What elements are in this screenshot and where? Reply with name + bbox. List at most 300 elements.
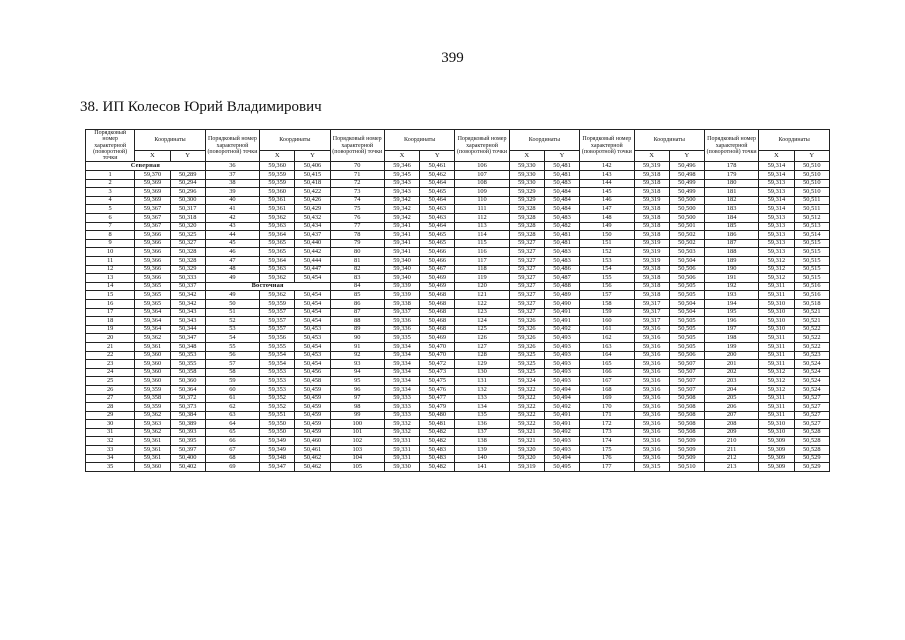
table-row bbox=[86, 179, 830, 188]
point-number-cell: 187 bbox=[704, 239, 758, 248]
x-cell: 59,311 bbox=[759, 291, 794, 300]
section-label: Восточная bbox=[205, 282, 330, 291]
y-cell: 50,473 bbox=[420, 368, 455, 377]
point-number-cell: 95 bbox=[330, 377, 384, 386]
x-cell: 59,367 bbox=[135, 205, 170, 214]
point-number-header: Порядковый номер характерной (поворотной) точки bbox=[455, 130, 509, 162]
y-cell: 50,508 bbox=[669, 428, 704, 437]
y-cell: 50,343 bbox=[170, 308, 205, 317]
point-number-cell: 73 bbox=[330, 188, 384, 197]
coordinates-header: Координаты bbox=[384, 130, 454, 151]
point-number-cell: 87 bbox=[330, 308, 384, 317]
y-cell: 50,482 bbox=[420, 437, 455, 446]
point-number-cell: 69 bbox=[205, 463, 259, 472]
x-cell: 59,313 bbox=[759, 248, 794, 257]
x-cell: 59,312 bbox=[759, 385, 794, 394]
y-cell: 50,325 bbox=[170, 231, 205, 240]
x-cell: 59,312 bbox=[759, 257, 794, 266]
point-number-cell: 21 bbox=[86, 342, 135, 351]
x-cell: 59,318 bbox=[634, 179, 669, 188]
point-number-cell: 199 bbox=[704, 342, 758, 351]
y-cell: 50,406 bbox=[295, 162, 330, 171]
x-cell: 59,312 bbox=[759, 368, 794, 377]
x-cell: 59,365 bbox=[260, 248, 295, 257]
y-cell: 50,499 bbox=[669, 188, 704, 197]
point-number-cell: 97 bbox=[330, 394, 384, 403]
y-header: Y bbox=[420, 150, 455, 162]
point-number-cell: 52 bbox=[205, 317, 259, 326]
y-cell: 50,492 bbox=[544, 325, 579, 334]
y-cell: 50,518 bbox=[794, 299, 829, 308]
y-cell: 50,480 bbox=[420, 411, 455, 420]
point-number-cell: 208 bbox=[704, 420, 758, 429]
point-number-cell: 31 bbox=[86, 428, 135, 437]
x-cell: 59,367 bbox=[135, 214, 170, 223]
x-cell: 59,322 bbox=[509, 420, 544, 429]
x-cell: 59,360 bbox=[260, 162, 295, 171]
y-cell: 50,475 bbox=[420, 377, 455, 386]
point-number-cell: 196 bbox=[704, 317, 758, 326]
point-number-cell: 90 bbox=[330, 334, 384, 343]
point-number-cell: 83 bbox=[330, 274, 384, 283]
point-number-cell: 53 bbox=[205, 325, 259, 334]
x-cell: 59,310 bbox=[759, 325, 794, 334]
table-row bbox=[86, 454, 830, 463]
point-number-cell: 117 bbox=[455, 257, 509, 266]
point-number-cell: 74 bbox=[330, 196, 384, 205]
point-number-cell: 57 bbox=[205, 360, 259, 369]
x-cell: 59,334 bbox=[384, 360, 419, 369]
x-cell: 59,319 bbox=[634, 162, 669, 171]
y-cell: 50,508 bbox=[669, 394, 704, 403]
y-cell: 50,513 bbox=[794, 222, 829, 231]
point-number-cell: 98 bbox=[330, 403, 384, 412]
point-number-cell: 65 bbox=[205, 428, 259, 437]
x-cell: 59,364 bbox=[135, 317, 170, 326]
point-number-cell: 56 bbox=[205, 351, 259, 360]
point-number-cell: 192 bbox=[704, 282, 758, 291]
y-cell: 50,508 bbox=[669, 411, 704, 420]
x-cell: 59,366 bbox=[135, 257, 170, 266]
y-cell: 50,482 bbox=[420, 463, 455, 472]
y-cell: 50,426 bbox=[295, 196, 330, 205]
y-cell: 50,506 bbox=[669, 351, 704, 360]
y-header: Y bbox=[544, 150, 579, 162]
x-cell: 59,359 bbox=[135, 385, 170, 394]
y-cell: 50,468 bbox=[420, 291, 455, 300]
x-cell: 59,309 bbox=[759, 437, 794, 446]
y-cell: 50,343 bbox=[170, 317, 205, 326]
x-cell: 59,311 bbox=[759, 351, 794, 360]
point-number-cell: 10 bbox=[86, 248, 135, 257]
x-cell: 59,362 bbox=[135, 428, 170, 437]
point-number-cell: 176 bbox=[580, 454, 634, 463]
point-number-cell: 179 bbox=[704, 171, 758, 180]
table-row bbox=[86, 385, 830, 394]
x-cell: 59,309 bbox=[759, 463, 794, 472]
x-cell: 59,354 bbox=[260, 360, 295, 369]
y-cell: 50,506 bbox=[669, 265, 704, 274]
coordinates-header: Координаты bbox=[509, 130, 579, 151]
point-number-cell: 184 bbox=[704, 214, 758, 223]
y-cell: 50,468 bbox=[420, 299, 455, 308]
y-cell: 50,528 bbox=[794, 446, 829, 455]
x-cell: 59,317 bbox=[634, 308, 669, 317]
x-cell: 59,327 bbox=[509, 299, 544, 308]
x-cell: 59,360 bbox=[135, 463, 170, 472]
y-cell: 50,493 bbox=[544, 368, 579, 377]
y-cell: 50,528 bbox=[794, 437, 829, 446]
x-cell: 59,342 bbox=[384, 205, 419, 214]
y-cell: 50,469 bbox=[420, 274, 455, 283]
y-cell: 50,512 bbox=[794, 214, 829, 223]
y-cell: 50,498 bbox=[669, 171, 704, 180]
y-cell: 50,418 bbox=[295, 179, 330, 188]
x-header: X bbox=[384, 150, 419, 162]
y-cell: 50,493 bbox=[544, 377, 579, 386]
y-cell: 50,507 bbox=[669, 385, 704, 394]
y-cell: 50,516 bbox=[794, 291, 829, 300]
y-cell: 50,494 bbox=[544, 385, 579, 394]
y-cell: 50,468 bbox=[420, 308, 455, 317]
x-cell: 59,364 bbox=[260, 257, 295, 266]
point-number-cell: 149 bbox=[580, 222, 634, 231]
point-number-cell: 175 bbox=[580, 446, 634, 455]
x-cell: 59,366 bbox=[135, 231, 170, 240]
point-number-cell: 202 bbox=[704, 368, 758, 377]
point-number-header: Порядковый номер характерной (поворотной) точки bbox=[86, 130, 135, 162]
point-number-cell: 22 bbox=[86, 351, 135, 360]
y-cell: 50,481 bbox=[544, 231, 579, 240]
point-number-cell: 121 bbox=[455, 291, 509, 300]
table-row bbox=[86, 463, 830, 472]
y-cell: 50,347 bbox=[170, 334, 205, 343]
y-cell: 50,483 bbox=[544, 214, 579, 223]
y-cell: 50,294 bbox=[170, 179, 205, 188]
point-number-cell: 54 bbox=[205, 334, 259, 343]
y-cell: 50,300 bbox=[170, 196, 205, 205]
x-cell: 59,361 bbox=[260, 205, 295, 214]
x-cell: 59,333 bbox=[384, 411, 419, 420]
point-number-cell: 79 bbox=[330, 239, 384, 248]
y-header: Y bbox=[295, 150, 330, 162]
point-number-cell: 204 bbox=[704, 385, 758, 394]
y-cell: 50,337 bbox=[170, 282, 205, 291]
y-cell: 50,469 bbox=[420, 334, 455, 343]
point-number-cell: 164 bbox=[580, 351, 634, 360]
point-number-cell: 108 bbox=[455, 179, 509, 188]
y-cell: 50,466 bbox=[420, 257, 455, 266]
point-number-cell: 182 bbox=[704, 196, 758, 205]
table-row bbox=[86, 368, 830, 377]
table-row bbox=[86, 171, 830, 180]
point-number-cell: 189 bbox=[704, 257, 758, 266]
y-cell: 50,395 bbox=[170, 437, 205, 446]
y-cell: 50,440 bbox=[295, 239, 330, 248]
point-number-cell: 46 bbox=[205, 248, 259, 257]
y-cell: 50,373 bbox=[170, 403, 205, 412]
section-label: Северная bbox=[86, 162, 206, 171]
x-cell: 59,370 bbox=[135, 171, 170, 180]
x-cell: 59,318 bbox=[634, 282, 669, 291]
y-cell: 50,508 bbox=[669, 420, 704, 429]
point-number-cell: 104 bbox=[330, 454, 384, 463]
x-cell: 59,362 bbox=[260, 274, 295, 283]
x-cell: 59,326 bbox=[509, 317, 544, 326]
point-number-cell: 102 bbox=[330, 437, 384, 446]
x-cell: 59,340 bbox=[384, 274, 419, 283]
y-cell: 50,524 bbox=[794, 368, 829, 377]
y-cell: 50,320 bbox=[170, 222, 205, 231]
x-cell: 59,326 bbox=[509, 342, 544, 351]
point-number-cell: 109 bbox=[455, 188, 509, 197]
x-cell: 59,360 bbox=[135, 351, 170, 360]
point-number-header: Порядковый номер характерной (поворотной) точки bbox=[205, 130, 259, 162]
x-cell: 59,317 bbox=[634, 299, 669, 308]
x-cell: 59,341 bbox=[384, 248, 419, 257]
y-cell: 50,465 bbox=[420, 231, 455, 240]
x-cell: 59,369 bbox=[135, 196, 170, 205]
x-cell: 59,331 bbox=[384, 454, 419, 463]
x-cell: 59,316 bbox=[634, 385, 669, 394]
x-cell: 59,365 bbox=[260, 239, 295, 248]
point-number-cell: 172 bbox=[580, 420, 634, 429]
point-number-cell: 19 bbox=[86, 325, 135, 334]
y-cell: 50,529 bbox=[794, 463, 829, 472]
x-cell: 59,334 bbox=[384, 385, 419, 394]
point-number-cell: 82 bbox=[330, 265, 384, 274]
point-number-cell: 29 bbox=[86, 411, 135, 420]
y-cell: 50,454 bbox=[295, 308, 330, 317]
x-cell: 59,359 bbox=[135, 403, 170, 412]
point-number-cell: 201 bbox=[704, 360, 758, 369]
x-cell: 59,311 bbox=[759, 394, 794, 403]
y-cell: 50,453 bbox=[295, 334, 330, 343]
y-cell: 50,454 bbox=[295, 274, 330, 283]
point-number-cell: 194 bbox=[704, 299, 758, 308]
x-cell: 59,360 bbox=[135, 360, 170, 369]
y-cell: 50,318 bbox=[170, 214, 205, 223]
x-cell: 59,340 bbox=[384, 257, 419, 266]
table-row bbox=[86, 222, 830, 231]
point-number-cell: 63 bbox=[205, 411, 259, 420]
y-cell: 50,348 bbox=[170, 342, 205, 351]
x-cell: 59,342 bbox=[384, 196, 419, 205]
y-cell: 50,462 bbox=[295, 454, 330, 463]
point-number-cell: 96 bbox=[330, 385, 384, 394]
x-cell: 59,334 bbox=[384, 368, 419, 377]
y-cell: 50,372 bbox=[170, 394, 205, 403]
y-cell: 50,460 bbox=[295, 437, 330, 446]
x-cell: 59,319 bbox=[634, 257, 669, 266]
y-cell: 50,462 bbox=[295, 463, 330, 472]
y-cell: 50,508 bbox=[669, 403, 704, 412]
y-cell: 50,524 bbox=[794, 385, 829, 394]
x-cell: 59,313 bbox=[759, 179, 794, 188]
y-cell: 50,493 bbox=[544, 360, 579, 369]
point-number-cell: 103 bbox=[330, 446, 384, 455]
y-cell: 50,393 bbox=[170, 428, 205, 437]
x-cell: 59,312 bbox=[759, 377, 794, 386]
x-cell: 59,314 bbox=[759, 205, 794, 214]
x-cell: 59,311 bbox=[759, 411, 794, 420]
point-number-cell: 122 bbox=[455, 299, 509, 308]
point-number-cell: 161 bbox=[580, 325, 634, 334]
point-number-cell: 131 bbox=[455, 377, 509, 386]
point-number-cell: 144 bbox=[580, 179, 634, 188]
point-number-cell: 200 bbox=[704, 351, 758, 360]
y-cell: 50,481 bbox=[544, 239, 579, 248]
point-number-cell: 152 bbox=[580, 248, 634, 257]
y-cell: 50,488 bbox=[544, 282, 579, 291]
x-cell: 59,325 bbox=[509, 368, 544, 377]
y-cell: 50,464 bbox=[420, 196, 455, 205]
table-row bbox=[86, 437, 830, 446]
y-cell: 50,515 bbox=[794, 257, 829, 266]
point-number-cell: 44 bbox=[205, 231, 259, 240]
y-cell: 50,447 bbox=[295, 265, 330, 274]
y-cell: 50,510 bbox=[794, 179, 829, 188]
table-row bbox=[86, 342, 830, 351]
point-number-cell: 120 bbox=[455, 282, 509, 291]
y-cell: 50,507 bbox=[669, 368, 704, 377]
y-cell: 50,500 bbox=[669, 205, 704, 214]
y-cell: 50,402 bbox=[170, 463, 205, 472]
x-cell: 59,349 bbox=[260, 446, 295, 455]
point-number-cell: 13 bbox=[86, 274, 135, 283]
point-number-cell: 99 bbox=[330, 411, 384, 420]
table-row bbox=[86, 360, 830, 369]
y-cell: 50,493 bbox=[544, 334, 579, 343]
x-cell: 59,327 bbox=[509, 239, 544, 248]
x-cell: 59,322 bbox=[509, 394, 544, 403]
y-cell: 50,459 bbox=[295, 428, 330, 437]
y-cell: 50,491 bbox=[544, 317, 579, 326]
point-number-cell: 5 bbox=[86, 205, 135, 214]
y-cell: 50,453 bbox=[295, 325, 330, 334]
point-number-cell: 62 bbox=[205, 403, 259, 412]
point-number-cell: 40 bbox=[205, 196, 259, 205]
y-header: Y bbox=[669, 150, 704, 162]
x-cell: 59,362 bbox=[260, 291, 295, 300]
y-cell: 50,524 bbox=[794, 377, 829, 386]
y-cell: 50,432 bbox=[295, 214, 330, 223]
x-cell: 59,361 bbox=[135, 342, 170, 351]
y-cell: 50,494 bbox=[544, 394, 579, 403]
y-cell: 50,522 bbox=[794, 325, 829, 334]
y-cell: 50,493 bbox=[544, 446, 579, 455]
y-cell: 50,487 bbox=[544, 274, 579, 283]
y-cell: 50,459 bbox=[295, 394, 330, 403]
point-number-cell: 163 bbox=[580, 342, 634, 351]
x-cell: 59,336 bbox=[384, 317, 419, 326]
point-number-cell: 58 bbox=[205, 368, 259, 377]
x-cell: 59,359 bbox=[260, 179, 295, 188]
table-row bbox=[86, 239, 830, 248]
x-cell: 59,318 bbox=[634, 265, 669, 274]
point-number-cell: 138 bbox=[455, 437, 509, 446]
x-cell: 59,341 bbox=[384, 222, 419, 231]
point-number-cell: 159 bbox=[580, 308, 634, 317]
x-cell: 59,318 bbox=[634, 171, 669, 180]
x-cell: 59,346 bbox=[384, 162, 419, 171]
x-cell: 59,332 bbox=[384, 420, 419, 429]
x-header: X bbox=[634, 150, 669, 162]
point-number-cell: 188 bbox=[704, 248, 758, 257]
x-cell: 59,321 bbox=[509, 428, 544, 437]
y-cell: 50,454 bbox=[295, 291, 330, 300]
point-number-cell: 154 bbox=[580, 265, 634, 274]
table-row bbox=[86, 446, 830, 455]
y-cell: 50,504 bbox=[669, 308, 704, 317]
x-cell: 59,340 bbox=[384, 265, 419, 274]
x-cell: 59,354 bbox=[260, 351, 295, 360]
x-cell: 59,326 bbox=[509, 325, 544, 334]
table-row bbox=[86, 420, 830, 429]
point-number-cell: 178 bbox=[704, 162, 758, 171]
table-row bbox=[86, 196, 830, 205]
coordinates-header: Координаты bbox=[634, 130, 704, 151]
table-row bbox=[86, 377, 830, 386]
point-number-cell: 42 bbox=[205, 214, 259, 223]
point-number-cell: 76 bbox=[330, 214, 384, 223]
table-row bbox=[86, 248, 830, 257]
point-number-cell: 51 bbox=[205, 308, 259, 317]
point-number-cell: 132 bbox=[455, 385, 509, 394]
x-cell: 59,357 bbox=[260, 317, 295, 326]
x-cell: 59,320 bbox=[509, 454, 544, 463]
x-cell: 59,321 bbox=[509, 437, 544, 446]
point-number-cell: 26 bbox=[86, 385, 135, 394]
y-cell: 50,465 bbox=[420, 239, 455, 248]
table-row bbox=[86, 411, 830, 420]
x-cell: 59,359 bbox=[260, 299, 295, 308]
point-number-cell: 173 bbox=[580, 428, 634, 437]
x-cell: 59,365 bbox=[135, 291, 170, 300]
y-cell: 50,328 bbox=[170, 257, 205, 266]
table-row bbox=[86, 299, 830, 308]
y-cell: 50,289 bbox=[170, 171, 205, 180]
y-cell: 50,429 bbox=[295, 205, 330, 214]
x-cell: 59,311 bbox=[759, 282, 794, 291]
y-cell: 50,470 bbox=[420, 342, 455, 351]
point-number-cell: 140 bbox=[455, 454, 509, 463]
y-cell: 50,384 bbox=[170, 411, 205, 420]
point-number-cell: 165 bbox=[580, 360, 634, 369]
x-cell: 59,316 bbox=[634, 360, 669, 369]
page-number: 399 bbox=[441, 50, 464, 66]
x-cell: 59,313 bbox=[759, 239, 794, 248]
y-cell: 50,503 bbox=[669, 248, 704, 257]
x-cell: 59,366 bbox=[135, 248, 170, 257]
x-cell: 59,312 bbox=[759, 265, 794, 274]
x-cell: 59,338 bbox=[384, 299, 419, 308]
y-cell: 50,342 bbox=[170, 291, 205, 300]
point-number-cell: 155 bbox=[580, 274, 634, 283]
y-cell: 50,477 bbox=[420, 394, 455, 403]
point-number-cell: 129 bbox=[455, 360, 509, 369]
y-cell: 50,327 bbox=[170, 239, 205, 248]
point-number-cell: 3 bbox=[86, 188, 135, 197]
y-cell: 50,389 bbox=[170, 420, 205, 429]
x-cell: 59,319 bbox=[509, 463, 544, 472]
y-cell: 50,522 bbox=[794, 334, 829, 343]
x-cell: 59,359 bbox=[260, 171, 295, 180]
x-cell: 59,318 bbox=[634, 274, 669, 283]
y-cell: 50,476 bbox=[420, 385, 455, 394]
x-cell: 59,327 bbox=[509, 257, 544, 266]
point-number-cell: 141 bbox=[455, 463, 509, 472]
